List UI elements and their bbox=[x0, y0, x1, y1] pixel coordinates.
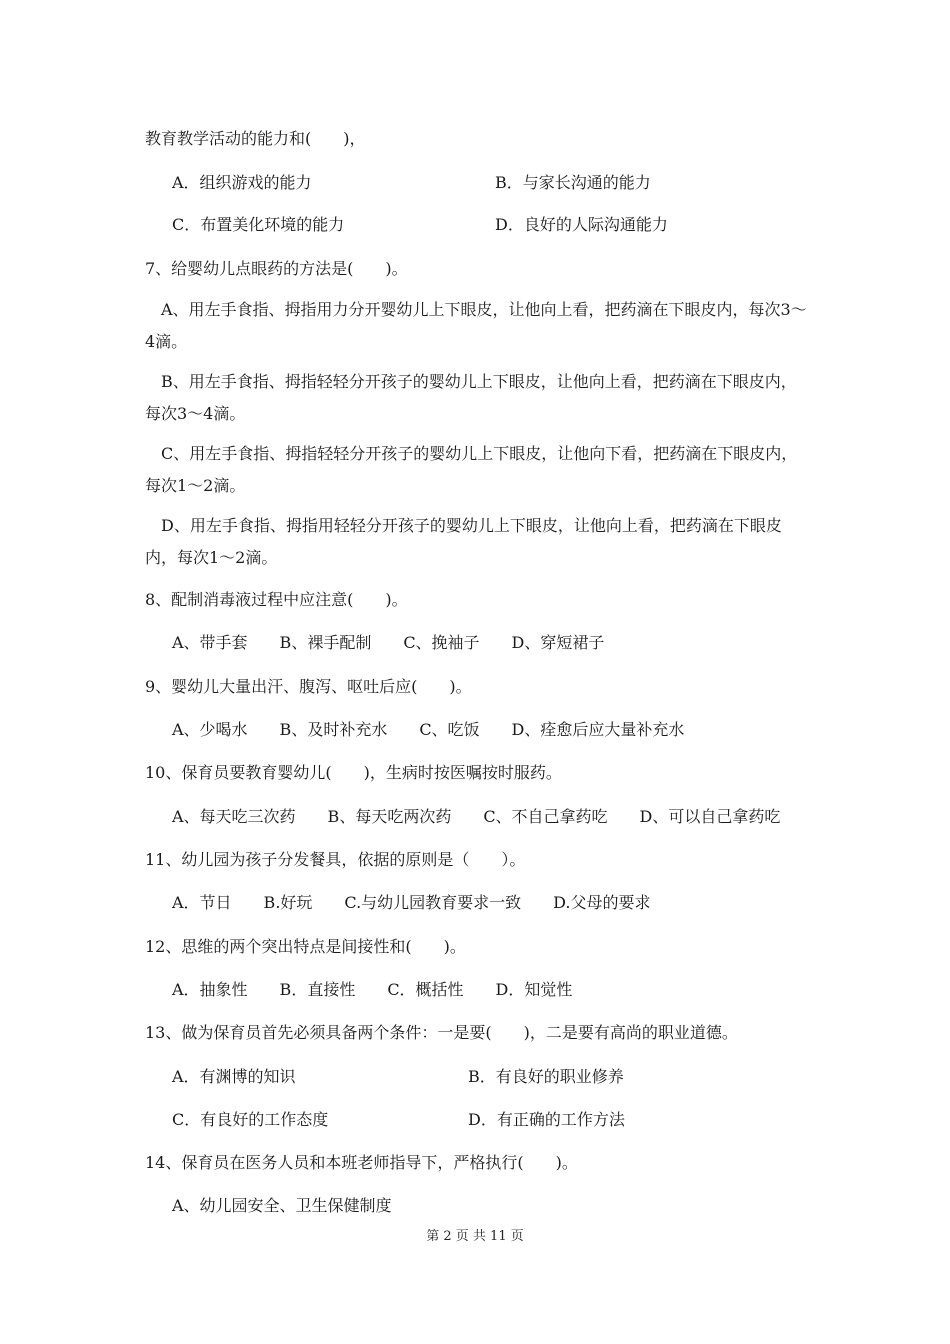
question-7-option-b: B、用左手食指、拇指轻轻分开孩子的婴幼儿上下眼皮，让他向上看，把药滴在下眼皮内，每次3～4滴。 bbox=[145, 372, 797, 423]
question-6-option-a: A．组织游戏的能力 bbox=[172, 173, 312, 192]
question-7-option-d: D、用左手食指、拇指用轻轻分开孩子的婴幼儿上下眼皮，让他向上看，把药滴在下眼皮内，每次1～2滴。 bbox=[145, 516, 782, 567]
question-6-option-d: D．良好的人际沟通能力 bbox=[495, 215, 668, 234]
question-11-stem: 11、幼儿园为孩子分发餐具，依据的原则是（ ）。 bbox=[145, 850, 526, 869]
question-10-stem: 10、保育员要教育婴幼儿( )，生病时按医嘱按时服药。 bbox=[145, 763, 562, 782]
question-7-option-a: A、用左手食指、拇指用力分开婴幼儿上下眼皮，让他向上看，把药滴在下眼皮内，每次3～4滴。 bbox=[145, 300, 807, 351]
question-12-stem: 12、思维的两个突出特点是间接性和( )。 bbox=[145, 937, 466, 956]
question-14-stem: 14、保育员在医务人员和本班老师指导下，严格执行( )。 bbox=[145, 1153, 578, 1172]
question-6-option-c: C．布置美化环境的能力 bbox=[172, 215, 345, 234]
question-13-stem: 13、做为保育员首先必须具备两个条件：一是要( )，二是要有高尚的职业道德。 bbox=[145, 1023, 738, 1042]
question-8-stem: 8、配制消毒液过程中应注意( )。 bbox=[145, 590, 408, 609]
question-6-stem-continued: 教育教学活动的能力和( )， bbox=[145, 129, 366, 148]
question-13-option-c: C．有良好的工作态度 bbox=[172, 1110, 329, 1129]
question-6-option-b: B．与家长沟通的能力 bbox=[495, 173, 651, 192]
question-13-option-a: A．有渊博的知识 bbox=[172, 1067, 296, 1086]
question-13-option-d: D．有正确的工作方法 bbox=[468, 1110, 625, 1129]
question-12-options: A．抽象性 B．直接性 C．概括性 D．知觉性 bbox=[172, 980, 573, 999]
question-14-option-a: A、幼儿园安全、卫生保健制度 bbox=[172, 1196, 392, 1215]
question-7-stem: 7、给婴幼儿点眼药的方法是( )。 bbox=[145, 259, 408, 278]
question-7-option-c: C、用左手食指、拇指轻轻分开孩子的婴幼儿上下眼皮，让他向下看，把药滴在下眼皮内，每次1～2滴。 bbox=[145, 444, 798, 495]
page-footer: 第 2 页 共 11 页 bbox=[426, 1229, 524, 1244]
question-9-stem: 9、婴幼儿大量出汗、腹泻、呕吐后应( )。 bbox=[145, 677, 472, 696]
question-13-option-b: B．有良好的职业修养 bbox=[468, 1067, 624, 1086]
question-11-options: A．节日 B.好玩 C.与幼儿园教育要求一致 D.父母的要求 bbox=[172, 893, 651, 912]
question-8-options: A、带手套 B、裸手配制 C、挽袖子 D、穿短裙子 bbox=[172, 633, 605, 652]
question-10-options: A、每天吃三次药 B、每天吃两次药 C、不自己拿药吃 D、可以自己拿药吃 bbox=[172, 807, 781, 826]
question-9-options: A、少喝水 B、及时补充水 C、吃饭 D、痊愈后应大量补充水 bbox=[172, 720, 685, 739]
